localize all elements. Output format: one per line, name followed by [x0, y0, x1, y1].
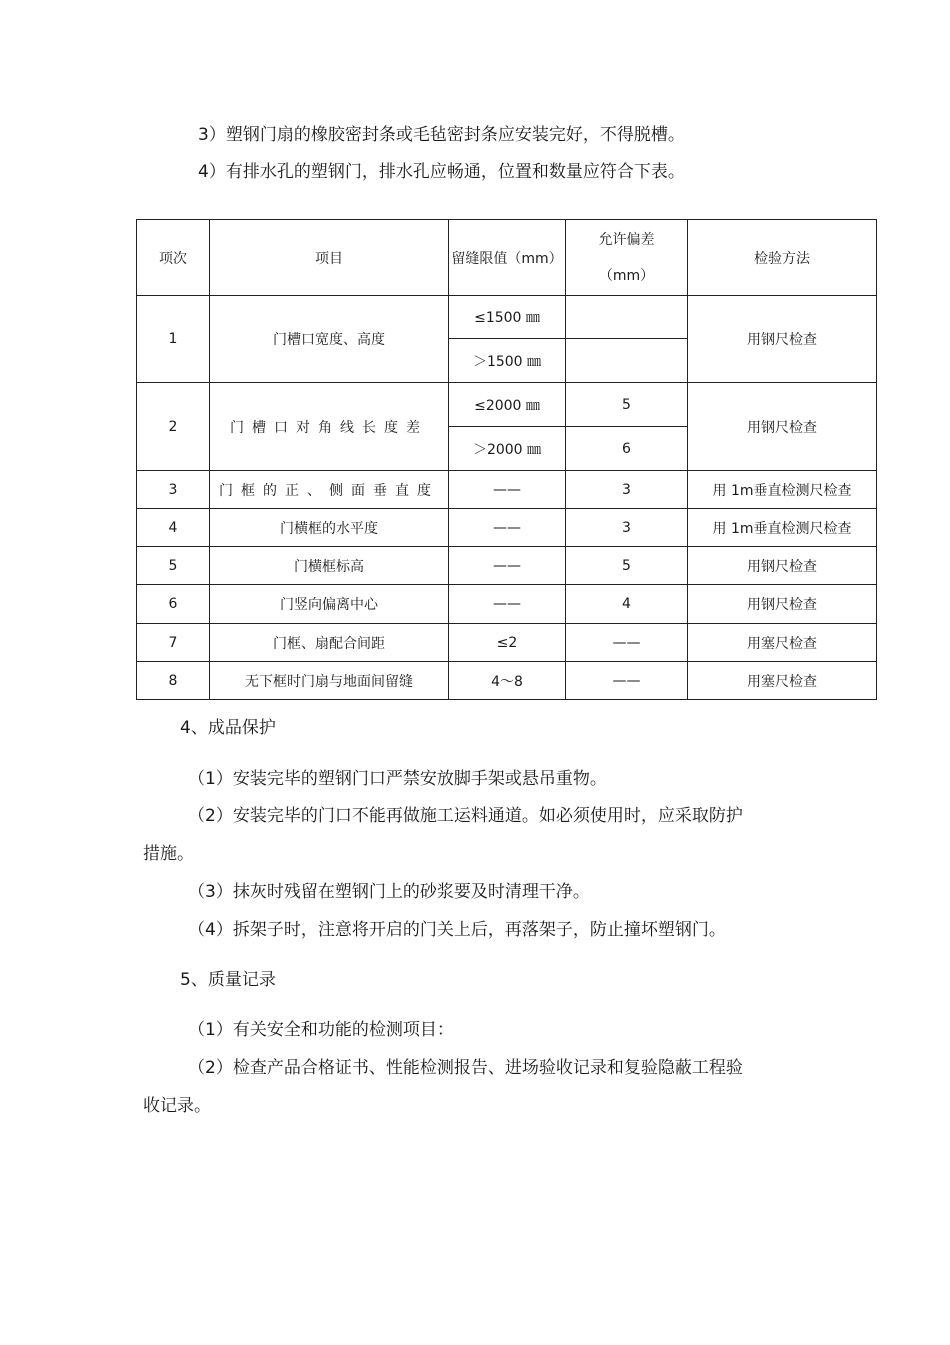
row-method: 用 1m垂直检测尺检查: [688, 509, 877, 547]
row-no: 6: [137, 585, 210, 624]
table-row: [137, 547, 877, 585]
row-tolerance: [566, 339, 688, 383]
row-no: 4: [137, 509, 210, 547]
section-5-item-2-cont: 收记录。: [143, 1096, 211, 1116]
row-tolerance: 5: [566, 547, 688, 585]
row-tolerance: 5: [566, 383, 688, 427]
row-method: 用钢尺检查: [688, 585, 877, 624]
table-row: [137, 509, 877, 547]
row-tolerance: ——: [566, 662, 688, 700]
row-no: 5: [137, 547, 210, 585]
row-method: 用塞尺检查: [688, 624, 877, 662]
row-item: 门框、扇配合间距: [210, 624, 449, 662]
row-limit: ——: [449, 471, 566, 509]
row-no: 2: [137, 383, 210, 471]
row-method: 用钢尺检查: [688, 296, 877, 383]
row-limit: ——: [449, 547, 566, 585]
row-method: 用 1m垂直检测尺检查: [688, 471, 877, 509]
row-item: 门槽口宽度、高度: [210, 296, 449, 383]
section-4-item-1: （1）安装完毕的塑钢门口严禁安放脚手架或悬吊重物。: [188, 769, 607, 789]
row-method: 用钢尺检查: [688, 383, 877, 471]
table-row: [137, 383, 877, 427]
header-limit: 留缝限值（mm）: [449, 220, 566, 296]
header-item: 项目: [210, 220, 449, 296]
row-no: 1: [137, 296, 210, 383]
section-4-item-4: （4）拆架子时，注意将开启的门关上后，再落架子，防止撞坏塑钢门。: [188, 920, 726, 940]
row-item: 门竖向偏离中心: [210, 585, 449, 624]
row-limit: ＞1500 ㎜: [449, 339, 566, 383]
header-method: 检验方法: [688, 220, 877, 296]
row-item: 无下框时门扇与地面间留缝: [210, 662, 449, 700]
row-item: 门框的正、侧面垂直度: [210, 471, 449, 509]
row-tolerance: 3: [566, 471, 688, 509]
tolerance-table: [136, 219, 877, 700]
intro-item-3: 3）塑钢门扇的橡胶密封条或毛毡密封条应安装完好，不得脱槽。: [198, 125, 685, 145]
intro-item-4: 4）有排水孔的塑钢门，排水孔应畅通，位置和数量应符合下表。: [198, 162, 685, 182]
row-tolerance: 4: [566, 585, 688, 624]
header-item-no: 项次: [137, 220, 210, 296]
table-row: [137, 624, 877, 662]
row-limit: ≤1500 ㎜: [449, 296, 566, 339]
section-4-item-3: （3）抹灰时残留在塑钢门上的砂浆要及时清理干净。: [188, 882, 590, 902]
row-tolerance: [566, 296, 688, 339]
table-row: [137, 471, 877, 509]
row-item: 门横框标高: [210, 547, 449, 585]
section-5-item-1: （1）有关安全和功能的检测项目：: [188, 1020, 454, 1040]
table-row: [137, 585, 877, 624]
section-5-item-2: （2）检查产品合格证书、性能检测报告、进场验收记录和复验隐蔽工程验: [188, 1058, 743, 1078]
row-limit: ——: [449, 509, 566, 547]
section-4-heading: 4、成品保护: [180, 718, 276, 738]
row-item: 门横框的水平度: [210, 509, 449, 547]
table-header-row: [137, 220, 877, 296]
row-limit: 4～8: [449, 662, 566, 700]
header-tolerance-line1: 允许偏差: [598, 231, 655, 248]
header-tolerance-line2: （mm）: [598, 267, 655, 284]
section-4-item-2: （2）安装完毕的门口不能再做施工运料通道。如必须使用时，应采取防护: [188, 806, 743, 826]
row-method: 用钢尺检查: [688, 547, 877, 585]
section-5-heading: 5、质量记录: [180, 970, 276, 990]
row-limit: ——: [449, 585, 566, 624]
row-limit: ≤2000 ㎜: [449, 383, 566, 427]
row-no: 7: [137, 624, 210, 662]
row-no: 8: [137, 662, 210, 700]
row-limit: ＞2000 ㎜: [449, 427, 566, 471]
section-4-item-2-cont: 措施。: [143, 844, 194, 864]
table-row: [137, 296, 877, 339]
row-item: 门槽口对角线长度差: [210, 383, 449, 471]
header-tolerance: [566, 220, 688, 296]
table-row: [137, 662, 877, 700]
row-method: 用塞尺检查: [688, 662, 877, 700]
row-no: 3: [137, 471, 210, 509]
row-tolerance: 3: [566, 509, 688, 547]
row-limit: ≤2: [449, 624, 566, 662]
row-tolerance: 6: [566, 427, 688, 471]
row-tolerance: ——: [566, 624, 688, 662]
